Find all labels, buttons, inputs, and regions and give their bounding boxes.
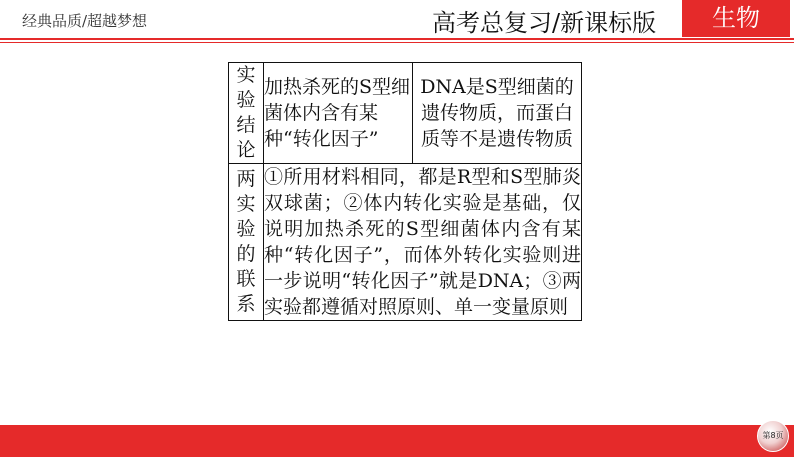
relation-text: ①所用材料相同，都是R型和S型肺炎双球菌；②体内转化实验是基础，仅说明加热杀死的S型细菌体内含有某种“转化因子”，而体外转化实验则进一步说明“转化因子”就是DNA；③两实验都遵循对照原则、单一变量原则 (264, 164, 582, 321)
subject-badge: 生物 (682, 0, 790, 37)
row-label-relation (229, 164, 264, 321)
row-label-char: 的 (236, 243, 256, 265)
row-label-char: 联 (236, 268, 256, 290)
row-label-char: 验 (236, 218, 256, 240)
row-label-char: 两 (236, 168, 256, 190)
table-row (229, 63, 582, 164)
table-row (229, 164, 582, 321)
row-label-char: 实 (236, 193, 256, 215)
header-divider-thin (0, 42, 794, 43)
header-divider (0, 38, 794, 40)
row-label-char: 论 (236, 139, 256, 161)
conclusion-in-vitro: DNA是S型细菌的遗传物质，而蛋白质等不是遗传物质 (413, 63, 582, 164)
conclusion-in-vivo: 加热杀死的S型细菌体内含有某种“转化因子” (264, 63, 413, 164)
row-label-char: 系 (236, 293, 256, 315)
header-title: 高考总复习/新课标版 (432, 9, 657, 37)
row-label-char: 结 (236, 114, 256, 136)
row-label-conclusion (229, 63, 264, 164)
row-label-char: 验 (236, 89, 256, 111)
footer-bar (0, 425, 794, 457)
page-number-badge: 第8页 (757, 420, 789, 452)
comparison-table (228, 62, 582, 321)
row-label-char: 实 (236, 64, 256, 86)
header-left-slogan: 经典品质/超越梦想 (22, 12, 148, 30)
